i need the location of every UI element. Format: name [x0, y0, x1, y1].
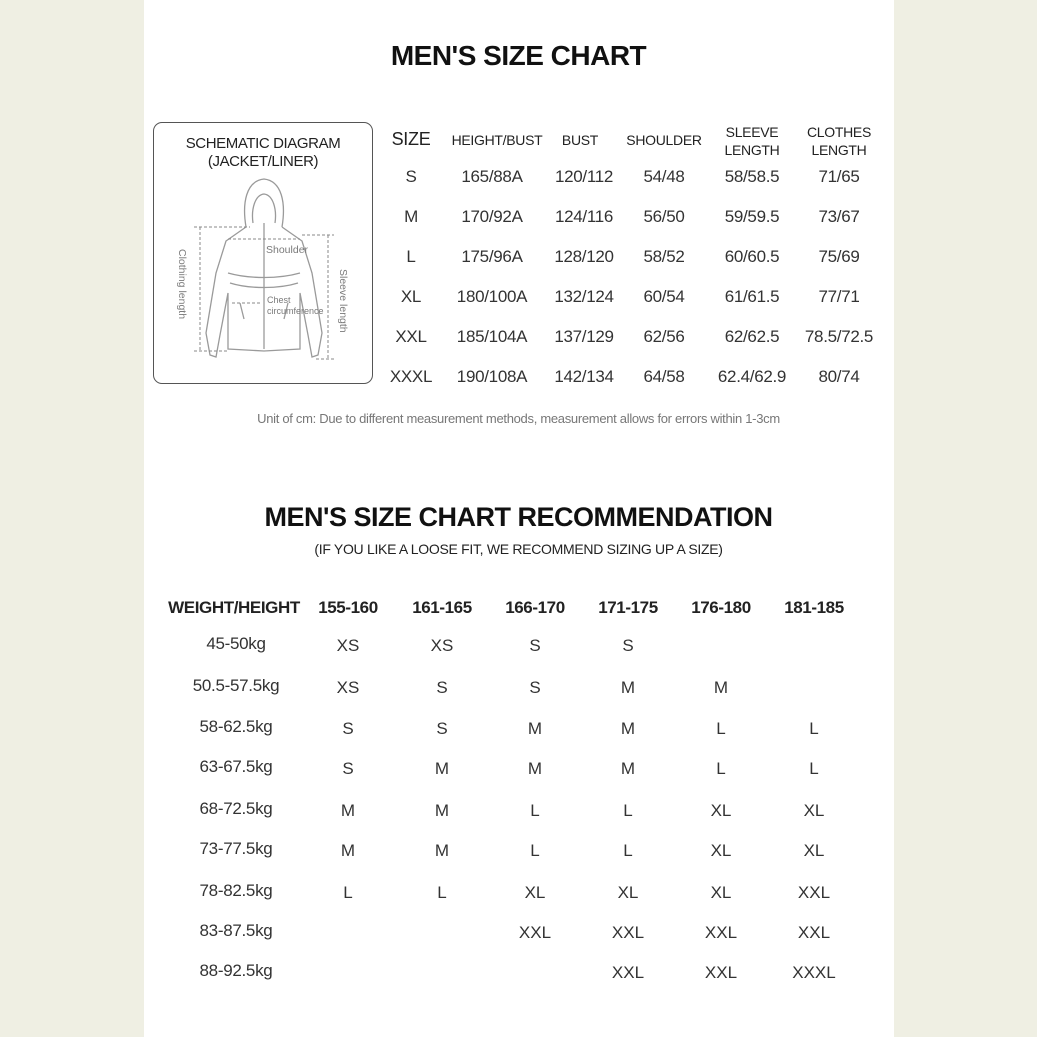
weight-height-header: WEIGHT/HEIGHT — [168, 598, 300, 617]
recommended-size-cell: S — [342, 759, 354, 778]
size-chart-cell: 54/48 — [643, 167, 685, 186]
recommended-size-cell: L — [809, 719, 819, 738]
recommended-size-cell: XXL — [704, 963, 738, 982]
weight-row-label: 58-62.5kg — [199, 717, 273, 736]
size-label: XL — [400, 287, 422, 306]
recommended-size-cell: L — [716, 719, 726, 738]
size-chart-cell: 71/65 — [818, 167, 860, 186]
size-chart-cell: 165/88A — [461, 167, 523, 186]
recommended-size-cell: XS — [336, 678, 360, 697]
size-chart-cell: 56/50 — [643, 207, 685, 226]
schematic-diagram — [153, 122, 373, 384]
recommended-size-cell: M — [340, 801, 356, 820]
recommended-size-cell: XL — [617, 883, 639, 902]
shoulder-label: Shoulder — [266, 244, 309, 256]
recommended-size-cell: S — [342, 719, 354, 738]
recommended-size-cell: XL — [710, 883, 732, 902]
header-clothes-line1: CLOTHES — [806, 124, 872, 140]
header-shoulder: SHOULDER — [626, 132, 702, 148]
size-chart-title: MEN'S SIZE CHART — [390, 40, 647, 71]
size-chart-cell: 120/112 — [554, 167, 614, 186]
header-sleeve-line1: SLEEVE — [725, 124, 779, 140]
weight-row-label: 68-72.5kg — [199, 799, 273, 818]
size-chart-cell: 62/62.5 — [724, 327, 780, 346]
header-sleeve-length — [712, 123, 792, 159]
recommended-size-cell: L — [623, 841, 633, 860]
size-chart-cell: 180/100A — [456, 287, 528, 306]
size-chart-cell: 170/92A — [461, 207, 523, 226]
weight-row-label: 88-92.5kg — [199, 961, 273, 980]
height-column-header: 166-170 — [505, 598, 565, 617]
recommendation-subtitle: (IF YOU LIKE A LOOSE FIT, WE RECOMMEND SIZING UP A SIZE) — [314, 541, 723, 557]
recommended-size-cell: S — [529, 678, 541, 697]
height-column-header: 155-160 — [318, 598, 378, 617]
recommended-size-cell: XXL — [611, 963, 645, 982]
weight-row-label: 63-67.5kg — [199, 757, 273, 776]
height-column-header: 181-185 — [784, 598, 844, 617]
recommended-size-cell: L — [809, 759, 819, 778]
recommended-size-cell: XS — [430, 636, 454, 655]
recommended-size-cell: M — [340, 841, 356, 860]
size-chart-cell: 132/124 — [554, 287, 614, 306]
size-chart-cell: 137/129 — [554, 327, 614, 346]
header-height-bust: HEIGHT/BUST — [451, 132, 543, 148]
header-clothes-line2: LENGTH — [811, 142, 867, 158]
chest-label-1: Chest — [267, 295, 291, 305]
size-label: M — [404, 207, 418, 226]
recommended-size-cell: L — [437, 883, 447, 902]
chest-label-2: circumference — [267, 306, 324, 316]
recommended-size-cell: M — [527, 759, 543, 778]
recommended-size-cell: XL — [803, 801, 825, 820]
header-sleeve-line2: LENGTH — [724, 142, 780, 158]
recommended-size-cell: S — [529, 636, 541, 655]
diagram-title-line2: (JACKET/LINER) — [207, 153, 319, 170]
recommended-size-cell: XXL — [518, 923, 552, 942]
size-chart-cell: 124/116 — [554, 207, 614, 226]
jacket-illustration — [154, 123, 372, 383]
sleeve-length-label: Sleeve length — [337, 269, 349, 333]
size-chart-cell: 59/59.5 — [724, 207, 780, 226]
weight-row-label: 50.5-57.5kg — [192, 676, 280, 695]
height-column-header: 176-180 — [691, 598, 751, 617]
recommended-size-cell: L — [343, 883, 353, 902]
recommended-size-cell: M — [620, 719, 636, 738]
recommended-size-cell: S — [436, 678, 448, 697]
height-column-header: 171-175 — [598, 598, 658, 617]
recommended-size-cell: M — [527, 719, 543, 738]
size-chart-cell: 128/120 — [554, 247, 614, 266]
recommended-size-cell: M — [713, 678, 729, 697]
recommended-size-cell: M — [434, 801, 450, 820]
recommended-size-cell: XXXL — [792, 963, 836, 982]
header-clothes-length — [797, 123, 881, 159]
recommended-size-cell: XL — [710, 801, 732, 820]
recommended-size-cell: XXL — [797, 923, 831, 942]
size-chart-cell: 64/58 — [643, 367, 685, 386]
size-chart-cell: 190/108A — [456, 367, 528, 386]
measurement-note: Unit of cm: Due to different measurement methods, measurement allows for errors within 1-3cm — [257, 411, 780, 426]
recommended-size-cell: M — [620, 759, 636, 778]
size-label: S — [405, 167, 417, 186]
recommended-size-cell: XL — [524, 883, 546, 902]
recommended-size-cell: S — [436, 719, 448, 738]
header-size: SIZE — [391, 129, 431, 149]
size-chart-cell: 60/54 — [643, 287, 685, 306]
size-chart-cell: 58/52 — [643, 247, 685, 266]
recommended-size-cell: L — [530, 841, 540, 860]
size-chart-cell: 185/104A — [456, 327, 528, 346]
recommendation-title: MEN'S SIZE CHART RECOMMENDATION — [264, 502, 773, 532]
size-label: L — [406, 247, 416, 266]
size-chart-cell: 80/74 — [818, 367, 860, 386]
size-chart-cell: 73/67 — [818, 207, 860, 226]
size-label: XXXL — [389, 367, 433, 386]
recommended-size-cell: M — [620, 678, 636, 697]
size-chart-cell: 61/61.5 — [724, 287, 780, 306]
recommended-size-cell: L — [623, 801, 633, 820]
size-chart-cell: 62/56 — [643, 327, 685, 346]
size-chart-cell: 62.4/62.9 — [717, 367, 787, 386]
recommended-size-cell: XL — [803, 841, 825, 860]
clothing-length-label: Clothing length — [176, 249, 188, 320]
weight-row-label: 45-50kg — [206, 634, 266, 653]
recommended-size-cell: M — [434, 759, 450, 778]
size-chart-cell: 142/134 — [554, 367, 614, 386]
height-column-header: 161-165 — [412, 598, 472, 617]
header-bust: BUST — [561, 132, 599, 148]
recommended-size-cell: XXL — [797, 883, 831, 902]
recommended-size-cell: L — [530, 801, 540, 820]
size-chart-cell: 58/58.5 — [724, 167, 780, 186]
recommended-size-cell: XXL — [704, 923, 738, 942]
recommended-size-cell: XS — [336, 636, 360, 655]
recommended-size-cell: XL — [710, 841, 732, 860]
size-label: XXL — [395, 327, 427, 346]
recommended-size-cell: S — [622, 636, 634, 655]
recommended-size-cell: M — [434, 841, 450, 860]
size-chart-cell: 77/71 — [818, 287, 860, 306]
size-chart-cell: 60/60.5 — [724, 247, 780, 266]
diagram-title-line1: SCHEMATIC DIAGRAM — [185, 135, 341, 152]
weight-row-label: 83-87.5kg — [199, 921, 273, 940]
size-chart-cell: 78.5/72.5 — [804, 327, 874, 346]
weight-row-label: 78-82.5kg — [199, 881, 273, 900]
recommended-size-cell: XXL — [611, 923, 645, 942]
recommended-size-cell: L — [716, 759, 726, 778]
size-chart-cell: 175/96A — [461, 247, 523, 266]
size-chart-cell: 75/69 — [818, 247, 860, 266]
weight-row-label: 73-77.5kg — [199, 839, 273, 858]
